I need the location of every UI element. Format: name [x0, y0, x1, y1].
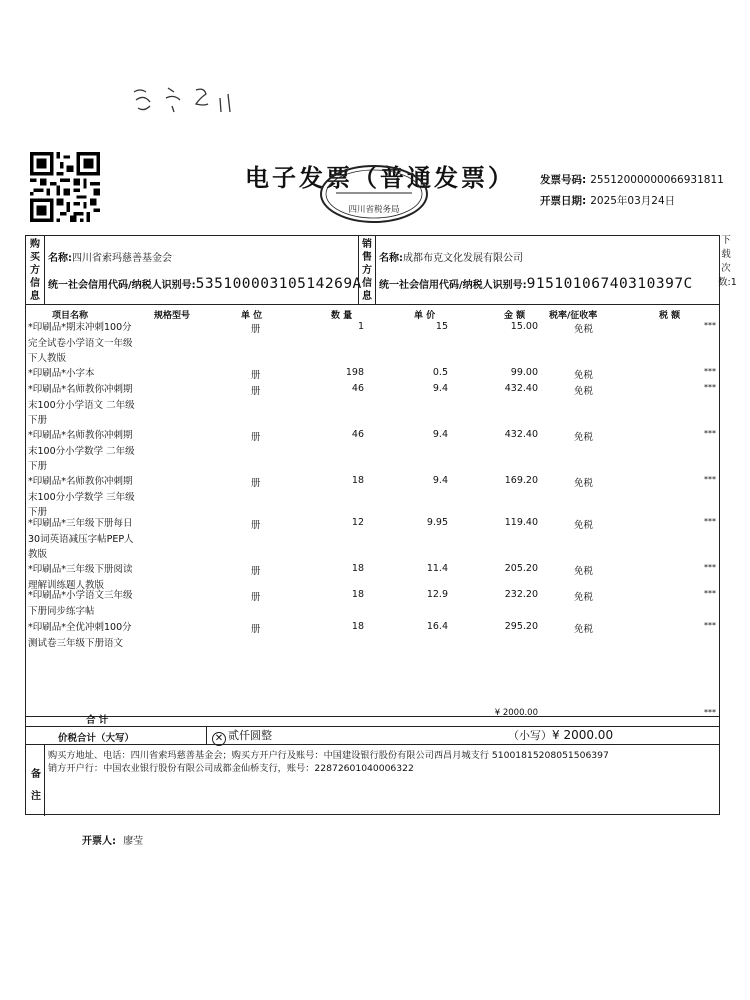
col-unit: 单 位: [241, 311, 263, 321]
item-qty: 1: [357, 321, 364, 332]
invoice-number-label: 发票号码:: [540, 174, 587, 186]
item-name: [28, 474, 153, 521]
item-unit: 册: [251, 624, 261, 635]
item-tax: ***: [704, 517, 716, 526]
item-name-line: 完全试卷小学语文一年级: [28, 337, 133, 349]
seller-tax-id-value: 91510106740310397C: [526, 276, 693, 292]
buyer-name-value: 四川省索玛慈善基金会: [72, 253, 172, 264]
item-qty: 18: [351, 589, 364, 600]
item-price: 9.95: [426, 517, 448, 528]
item-amount: 119.40: [504, 517, 538, 528]
seller-tax-id: [379, 276, 693, 292]
cross-circle-icon: ✕: [212, 732, 226, 746]
item-unit: 册: [251, 386, 261, 397]
item-unit: 册: [251, 370, 261, 381]
remarks-line-1: 购买方地址、电话：四川省索玛慈善基金会；购买方开户行及账号：中国建设银行股份有限公司西昌月城支行 51001815208051506397: [48, 750, 609, 761]
item-rate: 免税: [574, 370, 594, 381]
item-tax: ***: [704, 367, 716, 376]
item-price: 16.4: [426, 621, 448, 632]
item-unit: 册: [251, 592, 261, 603]
item-unit: 册: [251, 432, 261, 443]
drawer-name: 廖莹: [123, 836, 144, 847]
item-price: 15: [435, 321, 448, 332]
item-name: [28, 588, 153, 619]
item-amount: 432.40: [504, 383, 538, 394]
invoice-table: [25, 235, 720, 815]
item-unit: 册: [251, 520, 261, 531]
item-name-line: 下册同步练字帖: [28, 605, 95, 617]
seller-name: [379, 249, 523, 264]
buyer-tax-id-value: 53510000310514269A: [195, 276, 362, 292]
item-name: [28, 620, 153, 651]
buyer-name: [48, 249, 172, 264]
grand-total-small: [508, 727, 613, 743]
item-name: [28, 382, 153, 429]
item-qty: 18: [351, 475, 364, 486]
item-qty: 46: [351, 383, 364, 394]
issue-date-label: 开票日期:: [540, 195, 587, 207]
item-name-line: *印刷品*名师教你冲刺期: [28, 384, 133, 395]
download-count-note: 下载次数:1: [718, 235, 737, 288]
tax-bureau-seal: [318, 163, 430, 225]
item-tax: ***: [704, 321, 716, 330]
item-tax: ***: [704, 383, 716, 392]
item-rate: 免税: [574, 624, 594, 635]
item-amount: 169.20: [504, 475, 538, 486]
item-name-line: *印刷品*名师教你冲刺期: [28, 430, 133, 441]
col-amount: 金 额: [504, 311, 526, 321]
item-name-line: *印刷品*名师教你冲刺期: [28, 476, 133, 487]
item-tax: ***: [704, 563, 716, 572]
item-price: 0.5: [432, 367, 448, 378]
item-name: [28, 366, 153, 382]
col-spec: 规格型号: [154, 311, 191, 321]
item-qty: 18: [351, 563, 364, 574]
buyer-name-label: 名称:: [48, 253, 72, 264]
item-price: 11.4: [426, 563, 448, 574]
col-qty: 数 量: [331, 311, 353, 321]
item-name-line: 下册: [28, 507, 48, 518]
grand-total-small-label: （小写）: [508, 729, 552, 742]
item-name-line: *印刷品*期末冲刺100分: [28, 322, 132, 333]
item-name: [28, 320, 153, 367]
item-name-line: 教版: [28, 549, 48, 560]
item-amount: 432.40: [504, 429, 538, 440]
item-price: 12.9: [426, 589, 448, 600]
item-name-line: 末100分小学数学 二年级: [28, 445, 135, 457]
qr-code: [30, 152, 100, 222]
item-rate: 免税: [574, 324, 594, 335]
issue-date: [540, 193, 675, 208]
total-label: 合 计: [86, 715, 109, 726]
item-unit: 册: [251, 478, 261, 489]
item-name-line: 末100分小学数学 三年级: [28, 491, 135, 503]
item-amount: 15.00: [510, 321, 538, 332]
seller-name-value: 成都布克文化发展有限公司: [403, 253, 523, 264]
item-name-line: *印刷品*小字本: [28, 368, 95, 379]
item-name-line: 下册: [28, 415, 48, 426]
item-unit: 册: [251, 324, 261, 335]
drawer-label: 开票人:: [82, 836, 116, 847]
col-rate: 税率/征收率: [549, 311, 598, 321]
invoice-title: 电子发票（普通发票）: [245, 163, 515, 192]
total-tax: ***: [704, 708, 716, 717]
item-unit: 册: [251, 566, 261, 577]
item-name-line: 30词英语减压字帖PEP人: [28, 533, 134, 545]
seller-section-label: 销售方信息: [362, 239, 372, 302]
item-rate: 免税: [574, 566, 594, 577]
item-tax: ***: [704, 429, 716, 438]
buyer-section-label: 购买方信息: [30, 239, 40, 302]
remarks-line-2: 销方开户行：中国农业银行股份有限公司成都金仙桥支行，账号：22872601040006322: [48, 763, 414, 774]
grand-total-chinese: [212, 727, 272, 746]
col-price: 单 价: [414, 311, 436, 321]
item-price: 9.4: [432, 429, 448, 440]
item-name-line: 理解训练题人教版: [28, 579, 105, 591]
item-rate: 免税: [574, 592, 594, 603]
remarks-label: 备注: [31, 769, 41, 802]
item-tax: ***: [704, 621, 716, 630]
item-rate: 免税: [574, 520, 594, 531]
drawer: [82, 832, 143, 847]
item-qty: 198: [345, 367, 364, 378]
buyer-tax-id-label: 统一社会信用代码/纳税人识别号:: [48, 280, 196, 291]
item-amount: 99.00: [510, 367, 538, 378]
issue-date-value: 2025年03月24日: [590, 195, 676, 207]
seller-name-label: 名称:: [379, 253, 403, 264]
item-rate: 免税: [574, 386, 594, 397]
grand-total-small-value: ¥ 2000.00: [552, 728, 614, 742]
item-rate: 免税: [574, 432, 594, 443]
grand-total-label: 价税合计（大写）: [58, 733, 135, 744]
seller-tax-id-label: 统一社会信用代码/纳税人识别号:: [379, 280, 527, 291]
item-name: [28, 516, 153, 563]
item-name-line: 下册: [28, 461, 48, 472]
item-name-line: *印刷品*全优冲刺100分: [28, 622, 132, 633]
item-name-line: *印刷品*三年级下册每日: [28, 518, 133, 529]
item-price: 9.4: [432, 383, 448, 394]
total-amount: ¥ 2000.00: [494, 708, 538, 718]
item-amount: 205.20: [504, 563, 538, 574]
item-name-line: 末100分小学语文 二年级: [28, 399, 135, 411]
item-name: [28, 428, 153, 475]
item-tax: ***: [704, 475, 716, 484]
item-qty: 18: [351, 621, 364, 632]
item-name-line: *印刷品*三年级下册阅读: [28, 564, 133, 575]
item-qty: 12: [351, 517, 364, 528]
col-tax: 税 额: [659, 311, 681, 321]
item-amount: 295.20: [504, 621, 538, 632]
item-qty: 46: [351, 429, 364, 440]
item-name-line: 下人教版: [28, 353, 67, 364]
item-tax: ***: [704, 589, 716, 598]
invoice-number: [540, 172, 724, 187]
svg-text:四川省税务局: 四川省税务局: [348, 205, 400, 215]
item-rate: 免税: [574, 478, 594, 489]
item-amount: 232.20: [504, 589, 538, 600]
handwritten-mark: [128, 78, 248, 128]
item-price: 9.4: [432, 475, 448, 486]
col-item: 项目名称: [52, 311, 89, 321]
item-name-line: *印刷品*小学语文三年级: [28, 590, 133, 601]
buyer-tax-id: [48, 276, 362, 292]
grand-total-chinese-value: 贰仟圆整: [228, 729, 272, 742]
invoice-number-value: 25512000000066931811: [590, 174, 724, 186]
item-name-line: 测试卷三年级下册语文: [28, 637, 124, 649]
